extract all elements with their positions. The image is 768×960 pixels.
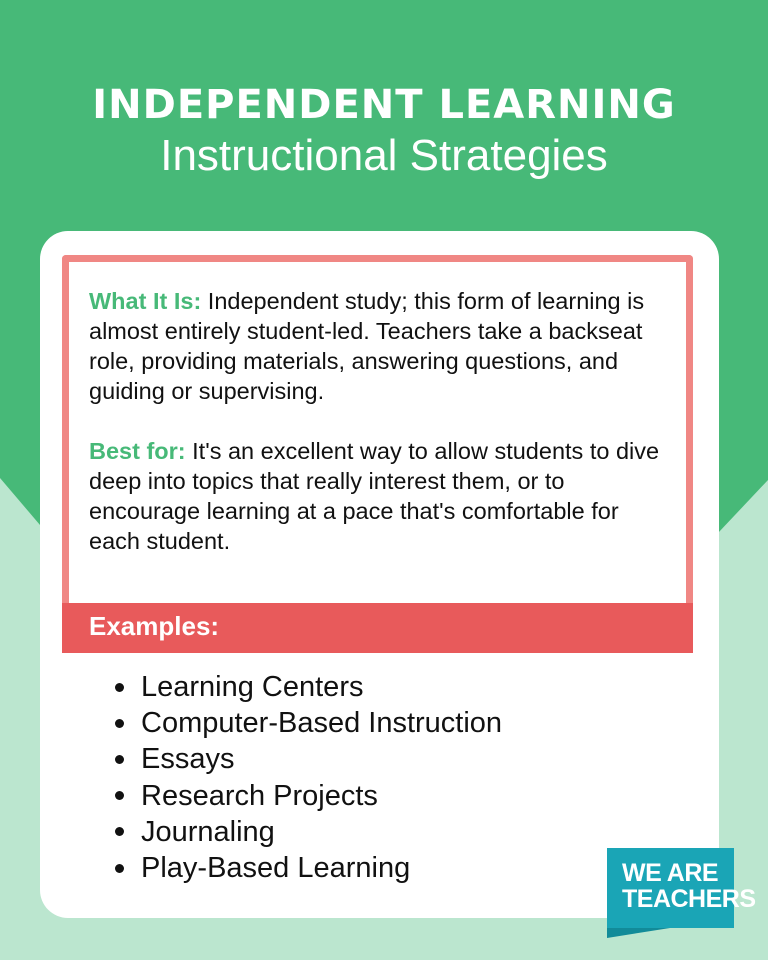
list-item: Computer-Based Instruction <box>115 705 502 741</box>
best-for-paragraph <box>89 436 666 556</box>
bullet-icon <box>115 791 124 800</box>
title-subtitle: Instructional Strategies <box>160 131 608 180</box>
logo-tail-shape <box>607 928 670 938</box>
bullet-icon <box>115 827 124 836</box>
content-card <box>40 231 719 918</box>
examples-heading: Examples: <box>62 603 693 653</box>
bullet-icon <box>115 864 124 873</box>
what-it-is-paragraph <box>89 286 666 406</box>
best-for-text: It's an excellent way to allow students to dive deep into topics that really interest them, or to encourage learning at a pace that's comfortable for each student. <box>89 438 660 554</box>
what-it-is-text: Independent study; this form of learning is almost entirely student-led. Teachers take a backseat role, providing materials, answering questions, and guiding or supervising. <box>89 288 645 404</box>
we-are-teachers-logo <box>607 848 756 928</box>
page-header <box>0 80 768 182</box>
list-item: Essays <box>115 741 502 777</box>
logo-line1: WE ARE <box>622 859 719 887</box>
list-item: Research Projects <box>115 778 502 814</box>
best-for-label: Best for: <box>89 438 186 464</box>
list-item: Learning Centers <box>115 669 502 705</box>
what-it-is-label: What It Is: <box>89 288 202 314</box>
info-box <box>62 255 693 610</box>
title-main: INDEPENDENT LEARNING <box>92 82 676 128</box>
examples-list <box>115 669 502 886</box>
bullet-icon <box>115 719 124 728</box>
logo-line2: TEACHERS <box>622 885 756 913</box>
bullet-icon <box>115 755 124 764</box>
bullet-icon <box>115 683 124 692</box>
list-item: Journaling <box>115 814 502 850</box>
list-item: Play-Based Learning <box>115 850 502 886</box>
